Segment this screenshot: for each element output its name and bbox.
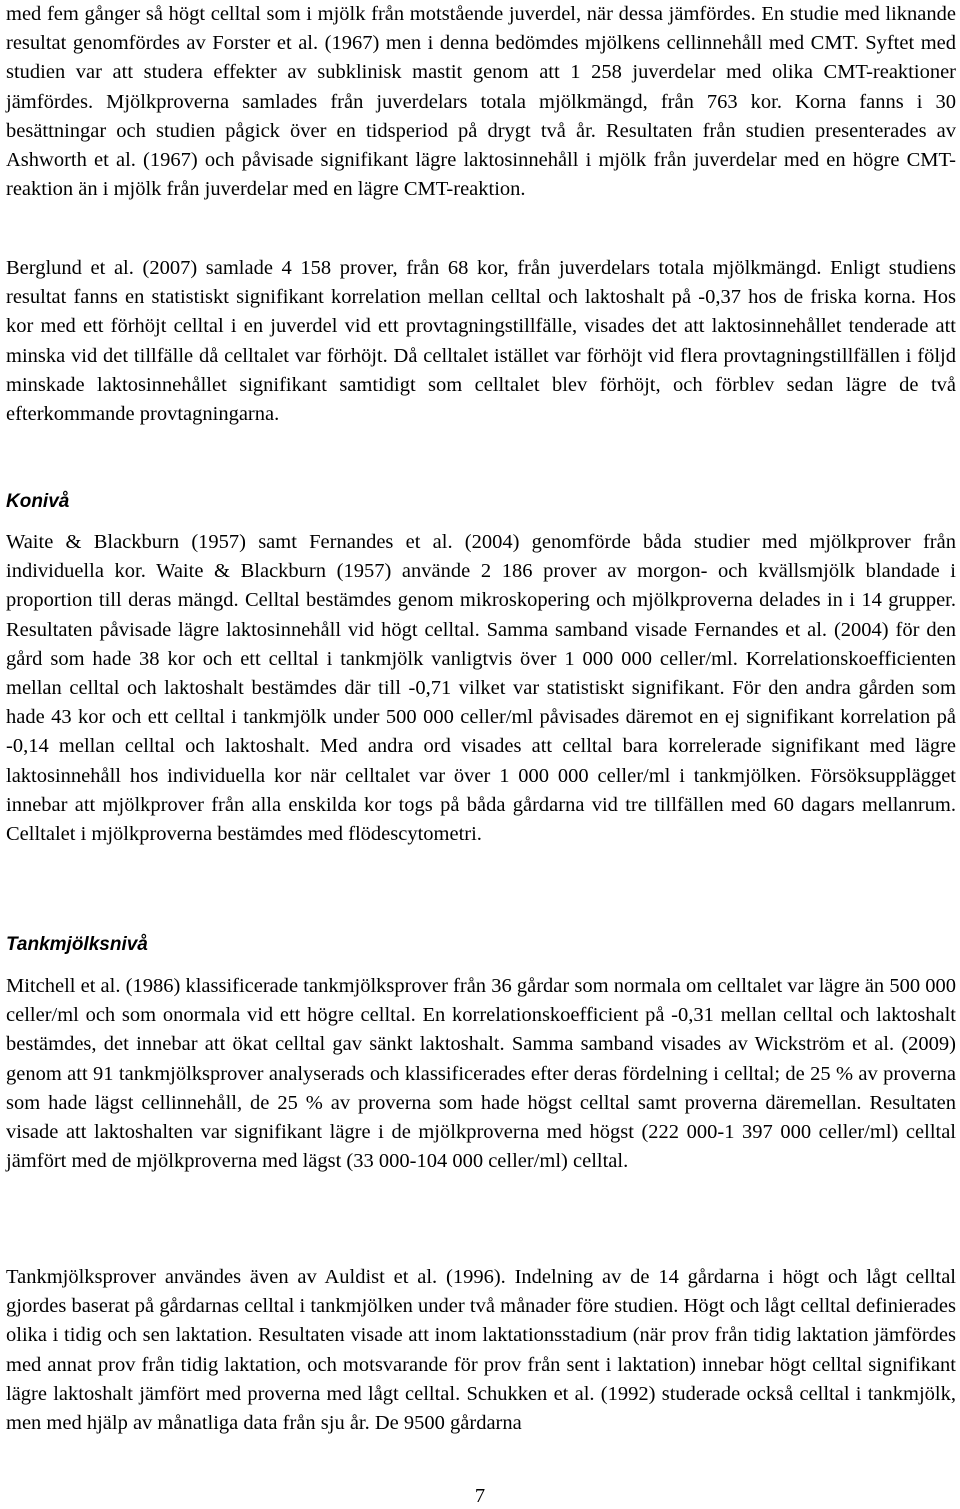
paragraph: Tankmjölksprover användes även av Auldist et al. (1996). Indelning av de 14 gårdarna i högt och lågt celltal gjordes baserat på gårdarnas celltal i tankmjölken under två månader före studien. Högt och lågt celltal definierades olika i tidig och sen laktation. Resultaten visade att inom laktationsstadium (när prov från tidig laktation jämfördes med annat prov från tidig laktation, och motsvarande för prov från sent i laktation) innebar högt celltal signifikant lägre laktoshalt jämfört med proverna med lågt celltal. Schukken et al. (1992) studerade också celltal i tankmjölk, men med hjälp av månatliga data från sju år. De 9500 gårdarna	[6, 1266, 956, 1435]
section-heading-konivå: Konivå	[6, 491, 70, 512]
paragraph: Berglund et al. (2007) samlade 4 158 prover, från 68 kor, från juverdelars totala mjölkmängd. Enligt studiens resultat fanns en statistiskt signifikant korrelation mellan celltal och laktoshalt på -0,37 hos de friska korna. Hos kor med ett förhöjt celltal i en juverdel vid ett provtagningstillfälle, visades det att laktosinnehållet tenderade att minska vid det tillfälle då celltalet var förhöjt. Då celltalet istället var förhöjt vid flera provtagningstillfällen i följd minskade laktosinnehållet signifikant samtidigt som celltalet blev förhöjt, och förblev sedan lägre de två efterkommande provtagningarna.	[6, 257, 956, 426]
paragraph: med fem gånger så högt celltal som i mjölk från motstående juverdel, när dessa jämfördes. En studie med liknande resultat genomfördes av Forster et al. (1967) men i denna bedömdes mjölkens cellinnehåll med CMT. Syftet med studien var att studera effekter av subklinisk mastit genom att 1 258 juverdelar med olika CMT-reaktioner jämfördes. Mjölkproverna samlades från juverdelars totala mjölkmängd, från 763 kor. Korna fanns i 30 besättningar och studien pågick över en tidsperiod på drygt två år. Resultaten från studien presenterades av Ashworth et al. (1967) och påvisade signifikant lägre laktosinnehåll i mjölk från juverdelar med en högre CMT-reaktion än i mjölk från juverdelar med en lägre CMT-reaktion.	[6, 3, 956, 201]
paragraph: Waite & Blackburn (1957) samt Fernandes et al. (2004) genomförde båda studier med mjölkprover från individuella kor. Waite & Blackburn (1957) använde 2 186 prover av morgon- och kvällsmjölk blandade i proportion till deras mängd. Celltal bestämdes genom mikroskopering och mjölkproverna delades in i 14 grupper. Resultaten påvisade lägre laktosinnehåll vid högt celltal. Samma samband visade Fernandes et al. (2004) för den gård som hade 38 kor och ett celltal i tankmjölk vanligtvis över 1 000 000 celler/ml. Korrelationskoefficienten mellan celltal och laktoshalt bestämdes där till -0,71 vilket var statistiskt signifikant. För den andra gården som hade 43 kor och ett celltal i tankmjölk under 500 000 celler/ml påvisades däremot en ej signifikant korrelation på -0,14 mellan celltal och laktoshalt. Med andra ord visades att celltal bara korrelerade signifikant med lägre laktosinnehåll hos individuella kor när celltalet var över 1 000 000 celler/ml i tankmjölken. Försöksupplägget innebar att mjölkprover från alla enskilda kor togs på båda gårdarna vid tre tillfällen med 60 dagars mellanrum. Celltalet i mjölkproverna bestämdes med flödescytometri.	[6, 531, 956, 846]
page-number: 7	[474, 1485, 486, 1507]
paragraph: Mitchell et al. (1986) klassificerade tankmjölksprover från 36 gårdar som normala om celltalet var lägre än 500 000 celler/ml och som onormala vid ett högre celltal. En korrelationskoefficient på -0,31 mellan celltal och laktoshalt bestämdes, det innebar att ökat celltal gav sänkt laktoshalt. Samma samband visades av Wickström et al. (2009) genom att 91 tankmjölksprover analyserads och klassificerades efter deras fördelning i celltal; de 25 % av proverna som hade lägst cellinnehåll, de 25 % av proverna som hade högst celltal samt proverna däremellan. Resultaten visade att laktoshalten var signifikant lägre i de mjölkproverna med högst (222 000-1 397 000 celler/ml) celltal jämfört med de mjölkproverna med lägst (33 000-104 000 celler/ml) celltal.	[6, 975, 956, 1173]
section-heading-tankmjölksnivå: Tankmjölksnivå	[6, 934, 148, 955]
